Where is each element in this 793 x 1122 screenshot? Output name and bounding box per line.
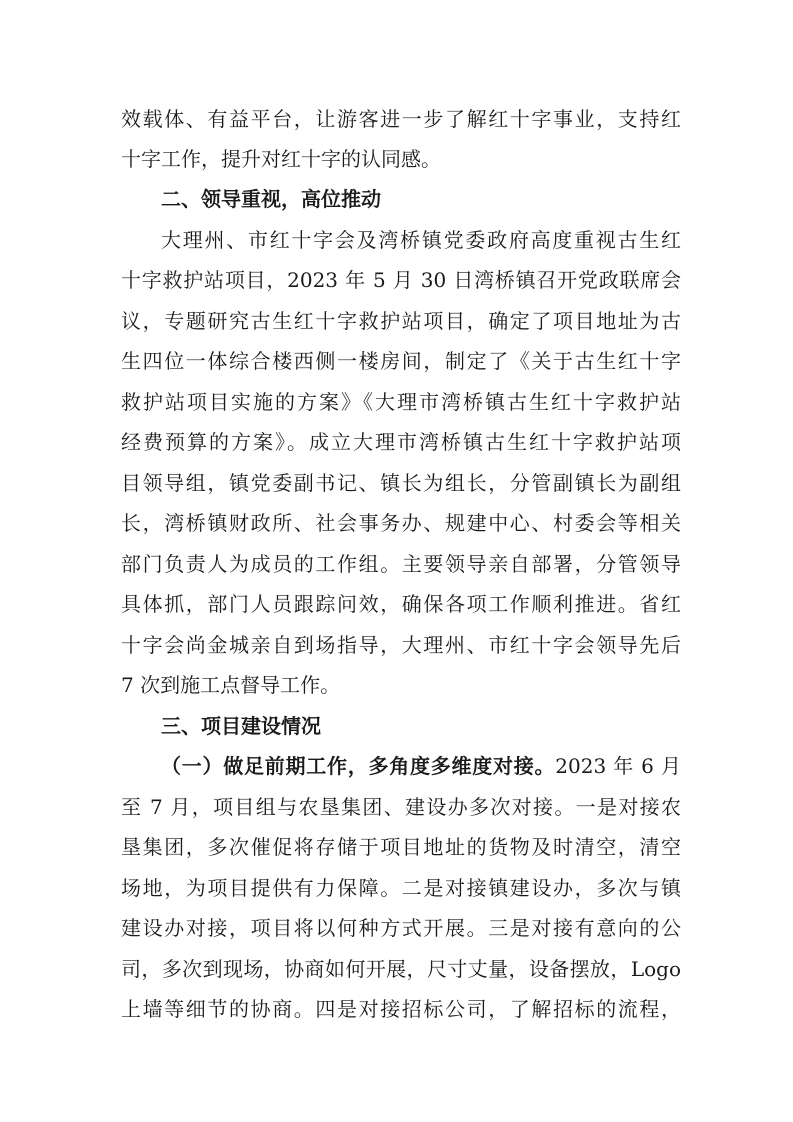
subsection-line — [161, 746, 681, 786]
section-heading: 二、领导重视，高位推动 — [161, 187, 381, 211]
paragraph-line: 上墙等细节的协商。四是对接招标公司，了解招标的流程， — [121, 997, 681, 1021]
paragraph-line: 具体抓，部门人员跟踪问效，确保各项工作顺利推进。省红 — [121, 592, 681, 616]
paragraph-line: 大理州、市红十字会及湾桥镇党委政府高度重视古生红 — [161, 228, 681, 252]
paragraph-line: 十字会尚金城亲自到场指导，大理州、市红十字会领导先后 — [121, 633, 681, 657]
paragraph-line: 部门负责人为成员的工作组。主要领导亲自部署，分管领导 — [121, 552, 681, 576]
paragraph-line: 目领导组，镇党委副书记、镇长为组长，分管副镇长为副组 — [121, 471, 681, 495]
paragraph-line: 长，湾桥镇财政所、社会事务办、规建中心、村委会等相关 — [121, 511, 681, 535]
paragraph-line: 司，多次到现场，协商如何开展，尺寸丈量，设备摆放，Logo — [121, 957, 681, 981]
paragraph-line: 经费预算的方案》。成立大理市湾桥镇古生红十字救护站项 — [121, 430, 681, 454]
paragraph-line: 建设办对接，项目将以何种方式开展。三是对接有意向的公 — [121, 916, 681, 940]
paragraph-line: 议，专题研究古生红十字救护站项目，确定了项目地址为古 — [121, 309, 681, 333]
paragraph-line: 效载体、有益平台，让游客进一步了解红十字事业，支持红 — [121, 107, 681, 131]
paragraph-line: 十字救护站项目，2023 年 5 月 30 日湾桥镇召开党政联席会 — [121, 268, 681, 292]
paragraph-line: 场地，为项目提供有力保障。二是对接镇建设办，多次与镇 — [121, 876, 681, 900]
subsection-text: 2023 年 6 月 — [555, 754, 682, 778]
paragraph-line: 十字工作，提升对红十字的认同感。 — [121, 147, 441, 171]
paragraph-line: 救护站项目实施的方案》《大理市湾桥镇古生红十字救护站 — [121, 390, 681, 414]
paragraph-line: 生四位一体综合楼西侧一楼房间，制定了《关于古生红十字 — [121, 349, 681, 373]
paragraph-line: 7 次到施工点督导工作。 — [121, 673, 341, 697]
paragraph-line: 至 7 月，项目组与农垦集团、建设办多次对接。一是对接农 — [121, 795, 681, 819]
subsection-heading: （一）做足前期工作，多角度多维度对接。 — [161, 754, 556, 778]
section-heading: 三、项目建设情况 — [161, 714, 321, 738]
paragraph-line: 垦集团，多次催促将存储于项目地址的货物及时清空，清空 — [121, 835, 681, 859]
